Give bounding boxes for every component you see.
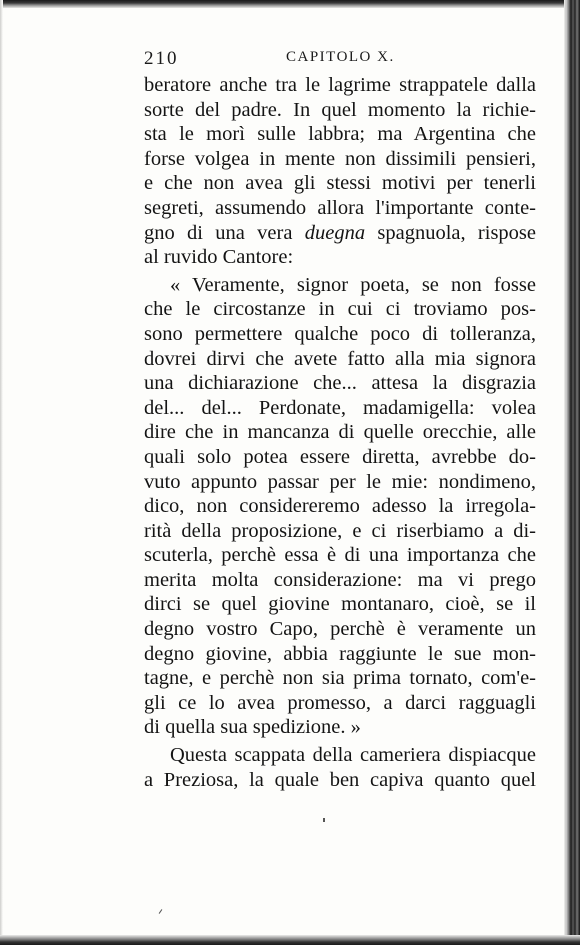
page-header: [144, 48, 536, 74]
text-line: una dichiarazione che... attesa la disgrazia: [144, 372, 536, 395]
page-number: 210: [144, 48, 179, 69]
text-line: vuto appunto passar per le mie: nondimeno,: [144, 470, 536, 493]
body-text: [144, 73, 536, 792]
paragraph: [144, 743, 536, 792]
text-line: beratore anche tra le lagrime strappatele dalla: [144, 74, 536, 96]
text-line: segreti, assumendo allora l'importante conte-: [144, 196, 536, 219]
text-line: sono permettere qualche poco di tolleranza,: [144, 322, 536, 345]
scan-edge-top: [0, 0, 580, 8]
italic-word: duegna: [304, 221, 366, 244]
text-line: Questa scappata della cameriera dispiacque: [170, 744, 536, 767]
text-line: del... del... Perdonate, madamigella: volea: [144, 396, 536, 419]
text-line: a Preziosa, la quale ben capiva quanto quel: [144, 768, 536, 791]
text-line: sta le morì sulle labbra; ma Argentina che: [144, 123, 536, 146]
scan-edge-bottom: [0, 935, 580, 945]
running-head: CAPITOLO X.: [286, 49, 395, 65]
text-line: dico, non considereremo adesso la irregola-: [144, 495, 536, 518]
paragraph: [144, 273, 536, 740]
text-line: sorte del padre. In quel momento la richie-: [144, 98, 536, 121]
paragraph: [144, 73, 536, 270]
text-line: merita molta considerazione: ma vi prego: [144, 568, 536, 591]
text-line: che le circostanze in cui ci troviamo pos-: [144, 298, 536, 321]
scan-speck: [323, 818, 325, 822]
text-line: degno vostro Capo, perchè è veramente un: [144, 618, 536, 641]
text-line: tagne, e perchè non sia prima tornato, com'e-: [144, 667, 536, 690]
text-line: gno di una vera duegna spagnuola, rispose: [144, 221, 536, 244]
text-line: scuterla, perchè essa è di una importanza che: [144, 544, 536, 567]
text-line: gli ce lo avea promesso, a darci ragguagli: [144, 691, 536, 714]
text-line: di quella sua spedizione. »: [144, 716, 361, 739]
text-line: dirci se quel giovine montanaro, cioè, se il: [144, 593, 536, 616]
scan-edge-left: [0, 0, 3, 945]
text-line: « Veramente, signor poeta, se non fosse: [170, 273, 536, 296]
text-line: degno giovine, abbia raggiunte le sue mon-: [144, 642, 536, 665]
text-line: dovrei dirvi che avete fatto alla mia signora: [144, 347, 536, 370]
text-line: quali solo potea essere diretta, avrebbe do-: [144, 445, 536, 468]
text-line: forse volgea in mente non dissimili pensieri,: [144, 147, 536, 170]
text-line: rità della proposizione, e ci riserbiamo a di-: [144, 519, 536, 542]
scan-speck: [159, 909, 163, 914]
text-line: e che non avea gli stessi motivi per tenerli: [144, 172, 536, 195]
text-line: al ruvido Cantore:: [144, 246, 294, 269]
scan-edge-right: [564, 0, 580, 945]
text-line: dire che in mancanza di quelle orecchie, alle: [144, 421, 536, 444]
